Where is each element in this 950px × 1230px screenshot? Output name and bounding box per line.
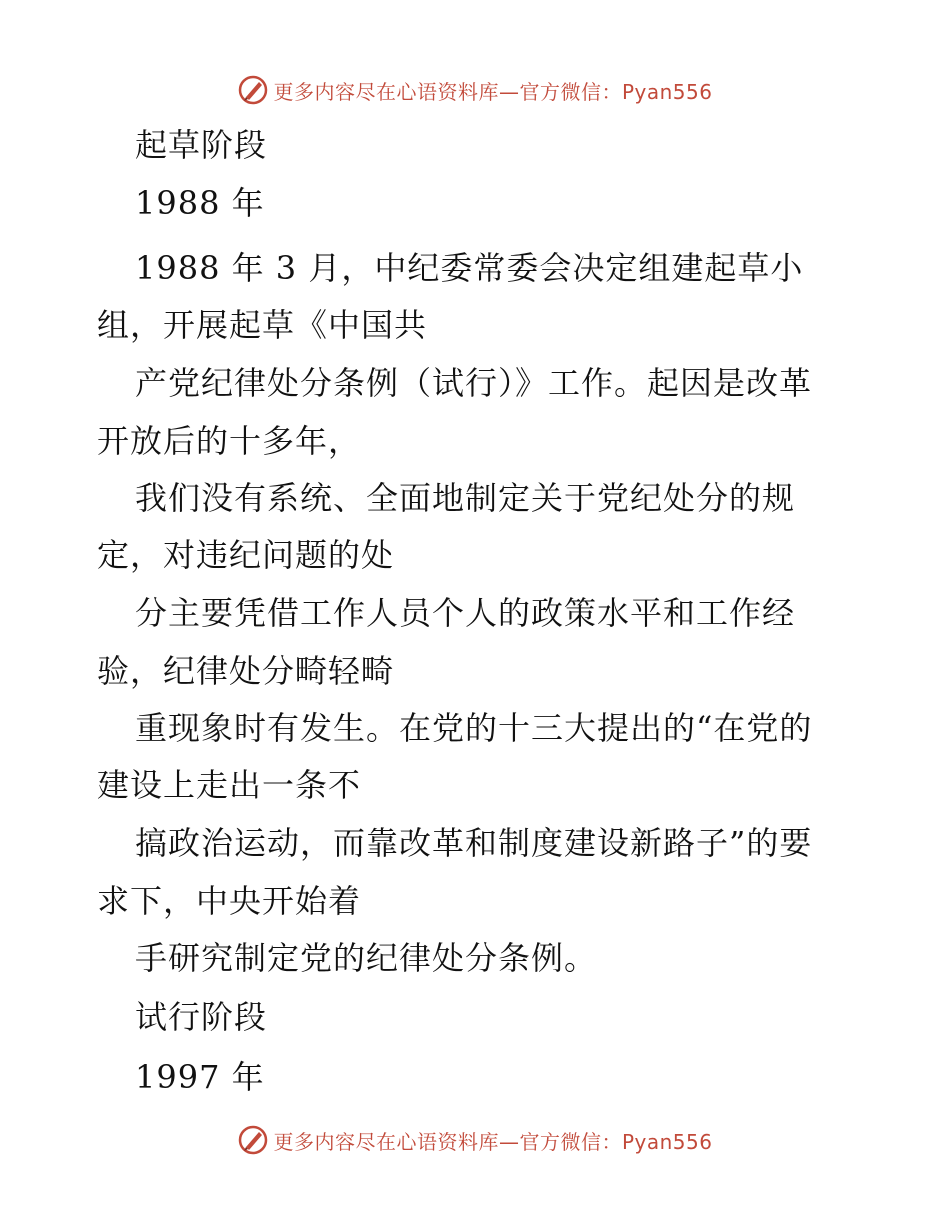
watermark-text: 更多内容尽在心语资料库—官方微信：Pyan556 — [273, 79, 713, 104]
paragraph-line: 1988 年 3 月，中纪委常委会决定组建起草小 — [135, 249, 804, 287]
paragraph-line: 分主要凭借工作人员个人的政策水平和工作经 — [135, 594, 796, 632]
paragraph-line: 手研究制定党的纪律处分条例。 — [135, 939, 598, 977]
watermark-text: 更多内容尽在心语资料库—官方微信：Pyan556 — [273, 1129, 713, 1154]
year-1988: 1988 年 — [135, 184, 265, 222]
pen-logo-icon — [237, 74, 269, 106]
section-heading-trial: 试行阶段 — [135, 998, 268, 1036]
header-watermark — [0, 70, 950, 110]
paragraph-line: 产党纪律处分条例（试行）》工作。起因是改革 — [135, 364, 813, 402]
year-1997: 1997 年 — [135, 1058, 265, 1096]
section-heading-drafting: 起草阶段 — [135, 126, 268, 164]
paragraph-line: 搞政治运动，而靠改革和制度建设新路子”的要 — [135, 824, 813, 862]
footer-watermark — [0, 1120, 950, 1160]
paragraph-line: 验，纪律处分畸轻畸 — [97, 652, 395, 690]
pen-logo-icon — [237, 1124, 269, 1156]
paragraph-line: 组，开展起草《中国共 — [97, 306, 428, 344]
paragraph-line: 我们没有系统、全面地制定关于党纪处分的规 — [135, 479, 796, 517]
paragraph-line: 重现象时有发生。在党的十三大提出的“在党的 — [135, 709, 813, 747]
paragraph-line: 定，对违纪问题的处 — [97, 536, 395, 574]
paragraph-line: 开放后的十多年， — [97, 422, 362, 460]
paragraph-line: 求下，中央开始着 — [97, 882, 362, 920]
paragraph-line: 建设上走出一条不 — [97, 766, 362, 804]
